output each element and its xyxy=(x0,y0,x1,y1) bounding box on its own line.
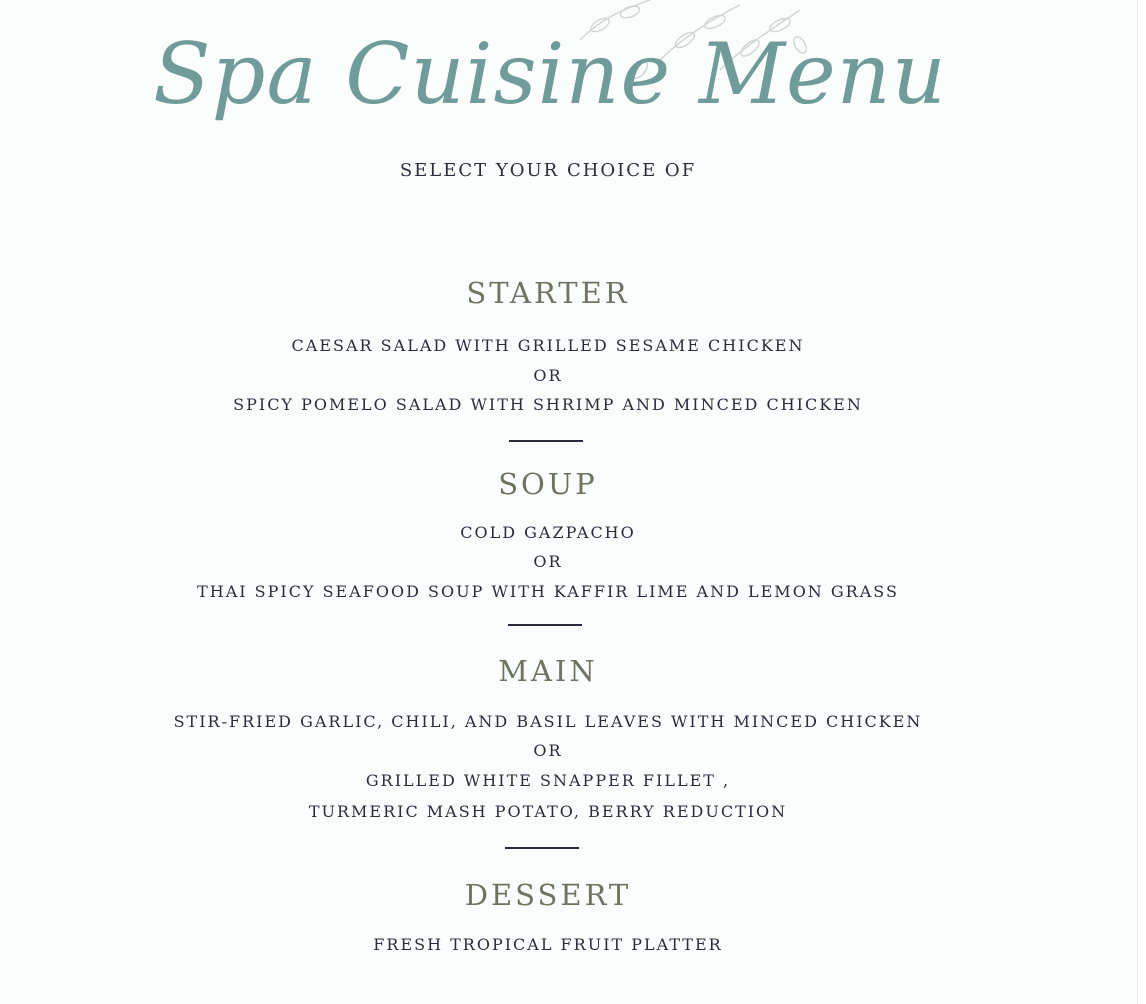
section-title-soup: SOUP xyxy=(498,467,598,501)
menu-subtitle: SELECT YOUR CHOICE OF xyxy=(399,160,697,181)
section-divider xyxy=(509,440,583,442)
menu-item-snapper-fillet: GRILLED WHITE SNAPPER FILLET , xyxy=(365,771,731,790)
menu-item-fruit-platter: FRESH TROPICAL FRUIT PLATTER xyxy=(373,935,723,954)
menu-or-separator: OR xyxy=(533,366,563,385)
menu-title: Spa Cuisine Menu xyxy=(153,25,947,123)
menu-item-stir-fried-chicken: STIR-FRIED GARLIC, CHILI, AND BASIL LEAVES WITH MINCED CHICKEN xyxy=(173,712,923,731)
menu-item-caesar-salad: CAESAR SALAD WITH GRILLED SESAME CHICKEN xyxy=(291,336,805,355)
menu-or-separator: OR xyxy=(533,741,563,760)
menu-or-separator: OR xyxy=(533,552,563,571)
section-title-dessert: DESSERT xyxy=(464,878,632,912)
section-divider xyxy=(505,847,579,849)
section-divider xyxy=(508,624,582,626)
menu-item-gazpacho: COLD GAZPACHO xyxy=(460,523,636,542)
menu-item-snapper-sides: TURMERIC MASH POTATO, BERRY REDUCTION xyxy=(308,802,788,821)
section-title-starter: STARTER xyxy=(466,276,630,310)
section-title-main: MAIN xyxy=(498,654,598,688)
page-edge xyxy=(1137,0,1146,1004)
menu-item-seafood-soup: THAI SPICY SEAFOOD SOUP WITH KAFFIR LIME AND LEMON GRASS xyxy=(197,582,899,601)
menu-item-pomelo-salad: SPICY POMELO SALAD WITH SHRIMP AND MINCED CHICKEN xyxy=(233,395,863,414)
